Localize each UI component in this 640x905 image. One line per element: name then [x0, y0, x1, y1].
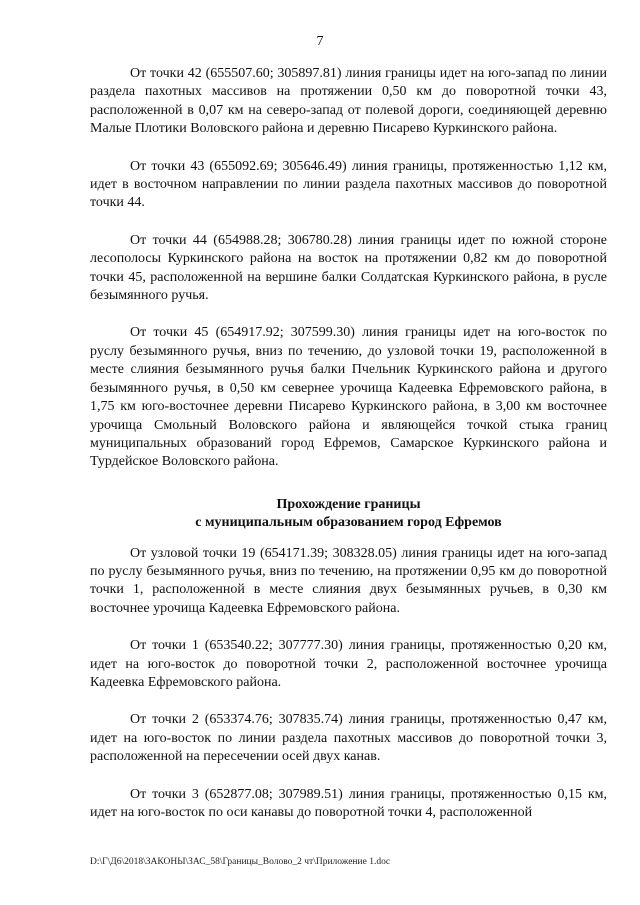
paragraph-point-45: От точки 45 (654917.92; 307599.30) линия границы идет на юго-восток по руслу безымянного ручья, вниз по течению, до узловой точки 19, расположенной в месте слияния безымянного ручья балки Пчельник Куркинского района и другого безымянного ручья, в 0,50 км севернее урочища Кадеевка Ефремовского района, в 1,75 км юго-восточнее деревни Писарево Куркинского района, в 3,00 км восточнее урочища Смольный Воловского района и являющейся точкой стыка границ муниципальных образований город Ефремов, Самарское Куркинского района и Турдейское Воловского района. [90, 325, 607, 470]
section-heading-line1: Прохождение границы [276, 496, 421, 512]
paragraph-point-44: От точки 44 (654988.28; 306780.28) линия границы идет по южной стороне лесополосы Куркинского района на восток на протяжении 0,82 км до поворотной точки 45, расположенной на вершине балки Солдатская Куркинского района, в русле безымянного ручья. [90, 232, 607, 304]
section-heading-line2: с муниципальным образованием город Ефремов [195, 515, 502, 531]
footer-file-path: D:\Г\Д6\2018\ЗАКОНЫ\ЗАС_58\Границы_Волово_2 чт\Приложение 1.doc [90, 857, 391, 867]
paragraph-point-1: От точки 1 (653540.22; 307777.30) линия границы, протяженностью 0,20 км, идет на юго-восток до поворотной точки 2, расположенной восточнее урочища Кадеевка Ефремовского района. [90, 638, 607, 690]
section-heading [90, 496, 607, 533]
page-number: 7 [316, 34, 324, 49]
paragraph-point-3: От точки 3 (652877.08; 307989.51) линия границы, протяженностью 0,15 км, идет на юго-восток по оси канавы до поворотной точки 4, расположенной [90, 786, 607, 820]
paragraph-point-43: От точки 43 (655092.69; 305646.49) линия границы, протяженностью 1,12 км, идет в восточном направлении по линии раздела пахотных массивов до поворотной точки 44. [90, 158, 607, 211]
paragraph-point-42: От точки 42 (655507.60; 305897.81) линия границы идет на юго-запад по линии раздела пахотных массивов на протяжении 0,50 км до поворотной точки 43, расположенной в 0,07 км на северо-запад от полевой дороги, соединяющей деревню Малые Плотики Воловского района и деревню Писарево Куркинского района. [90, 66, 607, 137]
paragraph-point-2: От точки 2 (653374.76; 307835.74) линия границы, протяженностью 0,47 км, идет на юго-восток по линии раздела пахотных массивов до поворотной точки 3, расположенной на пересечении осей двух канав. [90, 712, 607, 765]
paragraph-node-19: От узловой точки 19 (654171.39; 308328.05) линия границы идет на юго-запад по руслу безымянного ручья, вниз по течению, на протяжении 0,95 км до поворотной точки 1, расположенной в месте слияния двух безымянных ручьев, в 0,30 км восточнее урочища Кадеевка Ефремовского района. [90, 545, 607, 616]
document-body [90, 65, 607, 841]
